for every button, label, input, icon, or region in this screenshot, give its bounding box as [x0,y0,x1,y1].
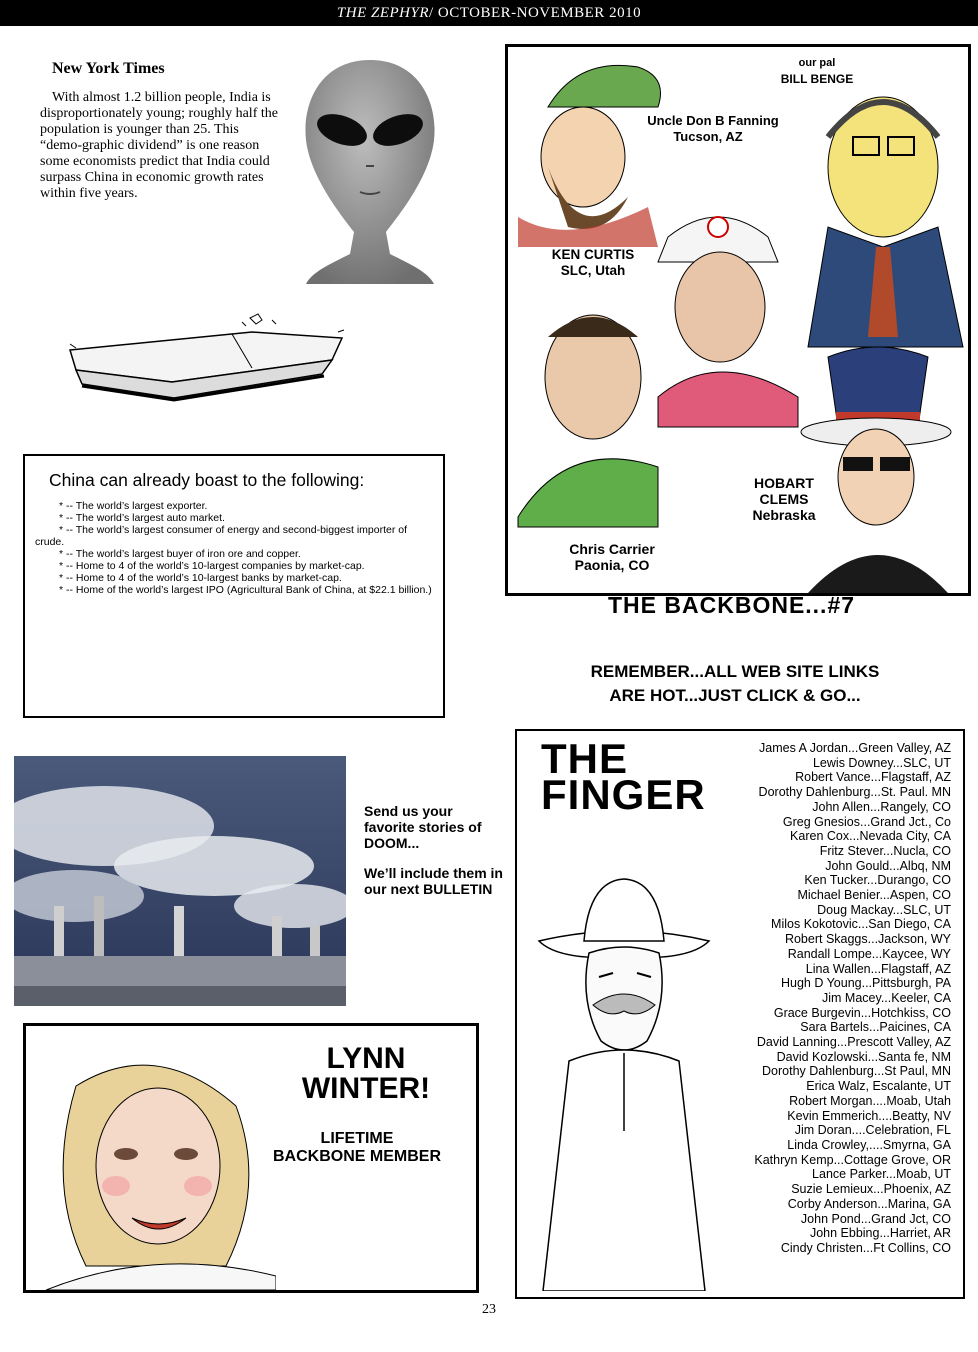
list-item: Doug Mackay...SLC, UT [817,902,951,917]
links-notice-line2: ARE HOT...JUST CLICK & GO... [609,686,861,705]
list-item: Randall Lompe...Kaycee, WY [787,946,951,961]
list-item: Kevin Emmerich....Beatty, NV [787,1108,951,1123]
list-item: Cindy Christen...Ft Collins, CO [780,1240,951,1255]
caption-carrier-name: Chris Carrier [569,541,655,557]
page-header [0,0,978,26]
list-item: Erica Walz, Escalante, UT [806,1079,951,1094]
list-item: Robert Vance...Flagstaff, AZ [795,770,951,785]
list-item: Milos Kokotovic...San Diego, CA [771,917,951,932]
list-item: John Gould...Albq, NM [825,858,951,873]
list-item: Kathryn Kemp...Cottage Grove, OR [754,1152,951,1167]
list-item: * -- The world’s largest consumer of energy and second-biggest importer of crude. [35,524,408,548]
list-item: * -- Home to 4 of the world’s 10-largest companies by market-cap. [59,560,365,572]
lynn-name-line1: LYNN [326,1042,406,1075]
lynn-subtitle [262,1130,452,1166]
list-item: David Lanning...Prescott Valley, AZ [756,1035,951,1050]
caption-curtis-name: KEN CURTIS [551,247,635,262]
lynn-subtitle-line1: LIFETIME [320,1130,394,1147]
list-item: David Kozlowski...Santa fe, NM [776,1049,951,1064]
list-item: Fritz Stever...Nucla, CO [819,843,951,858]
lynn-subtitle-line2: BACKBONE MEMBER [273,1148,441,1165]
caption-clems-place: Nebraska [752,507,816,523]
lynn-name-line2: WINTER! [301,1072,431,1105]
list-item: John Pond...Grand Jct, CO [800,1211,951,1226]
caption-fanning-name: Uncle Don B Fanning [647,113,779,128]
backbone-title: THE BACKBONE...#7 [608,592,856,618]
caption-clems-2: CLEMS [759,491,809,507]
finger-names-list [691,741,951,1256]
china-facts-list [35,500,435,596]
list-item: Jim Macey...Keeler, CA [822,990,951,1005]
list-item: * -- Home to 4 of the world’s 10-largest banks by market-cap. [59,572,342,584]
links-notice-line1: REMEMBER...ALL WEB SITE LINKS [590,662,880,681]
list-item: Suzie Lemieux...Phoenix, AZ [791,1182,951,1197]
list-item: Greg Gnesios...Grand Jct., Co [782,814,951,829]
list-item: Linda Crowley,....Smyrna, GA [787,1137,951,1152]
finger-title [541,735,706,818]
list-item: * -- The world’s largest exporter. [59,500,208,512]
list-item: Lewis Downey...SLC, UT [812,755,951,770]
smokestacks-image [14,756,346,1006]
nyt-body: With almost 1.2 billion people, India is disproportionately young; roughly half the population is younger than 25. This “demo-graphic dividend” is one reason some economists predict that India could surpass China in economic growth rates within five years. [40,90,278,201]
lynn-portrait [46,1046,276,1290]
china-facts-box [23,454,445,718]
list-item: Dorothy Dahlenburg...St Paul, MN [762,1064,951,1079]
list-item: Robert Skaggs...Jackson, WY [784,932,951,947]
list-item: Karen Cox...Nevada City, CA [790,829,951,844]
lynn-name [276,1044,456,1104]
issue-date: / OCTOBER-NOVEMBER 2010 [429,5,642,21]
links-notice [560,660,910,708]
list-item: Lina Wallen...Flagstaff, AZ [805,961,951,976]
list-item: Hugh D Young...Pittsburgh, PA [780,976,951,991]
alien-illustration [300,54,440,286]
list-item: Jim Doran....Celebration, FL [794,1123,951,1138]
finger-title-line1: THE [541,735,628,782]
nyt-heading: New York Times [52,60,165,77]
doom-callout [364,803,504,897]
list-item: Dorothy Dahlenburg...St. Paul. MN [758,785,951,800]
caption-curtis-place: SLC, Utah [560,263,626,278]
lynn-winter-box [23,1023,479,1293]
caption-fanning-place: Tucson, AZ [673,129,743,144]
list-item: Sara Bartels...Paicines, CA [800,1020,951,1035]
china-facts-title: China can already boast to the following: [49,470,365,490]
doom-callout-line1: Send us your favorite stories of DOOM... [364,803,482,851]
caption-clems-1: HOBART [754,475,814,491]
coffin-illustration [62,312,362,412]
list-item: Grace Burgevin...Hotchkiss, CO [773,1005,951,1020]
page-number: 23 [482,1302,496,1317]
list-item: Robert Morgan....Moab, Utah [789,1093,951,1108]
list-item: * -- Home of the world’s largest IPO (Agricultural Bank of China, at $22.1 billion.) [59,584,432,596]
finger-title-line2: FINGER [541,771,706,818]
caption-pal: our pal [798,57,836,69]
list-item: Corby Anderson...Marina, GA [787,1196,951,1211]
list-item: Ken Tucker...Durango, CO [804,873,951,888]
doom-callout-line2: We’ll include them in our next BULLETIN [364,865,503,897]
list-item: Lance Parker...Moab, UT [812,1167,951,1182]
backbone-portraits [505,44,971,596]
list-item: John Allen...Rangely, CO [812,799,951,814]
list-item: Michael Benier...Aspen, CO [797,888,951,903]
finger-box [515,729,965,1299]
caption-carrier-place: Paonia, CO [574,557,650,573]
list-item: * -- The world’s largest buyer of iron ore and copper. [59,548,301,560]
list-item: * -- The world’s largest auto market. [59,512,225,524]
caption-benge: BILL BENGE [780,72,854,86]
list-item: James A Jordan...Green Valley, AZ [759,741,951,755]
list-item: John Ebbing...Harriet, AR [809,1226,951,1241]
publication-name: THE ZEPHYR [336,5,429,21]
